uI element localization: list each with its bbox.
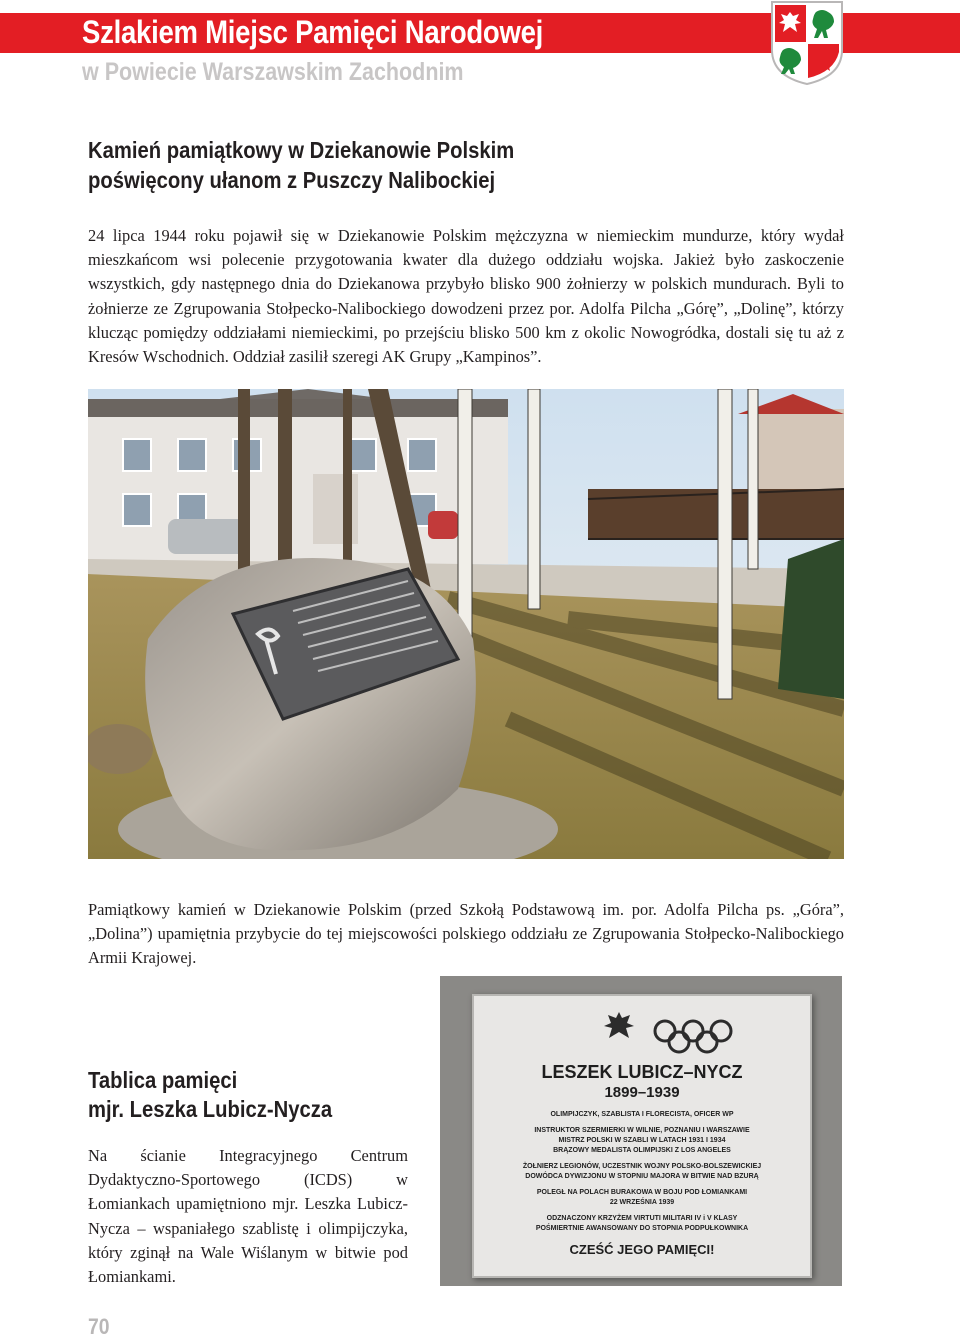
plaque-line-3: MISTRZ POLSKI W SZABLI W LATACH 1931 I 1934	[558, 1137, 726, 1144]
memorial-stone-photo	[88, 389, 844, 859]
plaque-line-4: BRĄZOWY MEDALISTA OLIMPIJSKI Z LOS ANGELES	[553, 1147, 731, 1154]
plaque-line-6: DOWÓDCA DYWIZJONU W STOPNIU MAJORA W BITWIE NAD BZURĄ	[525, 1173, 759, 1180]
plaque-board	[472, 994, 812, 1278]
page-header	[0, 0, 960, 92]
plaque-line-5: ŻOŁNIERZ LEGIONÓW, UCZESTNIK WOJNY POLSKO-BOLSZEWICKIEJ	[522, 1163, 762, 1170]
plaque-line-10: POŚMIERTNIE AWANSOWANY DO STOPNIA PODPUŁKOWNIKA	[535, 1225, 749, 1232]
memorial-plaque-photo	[440, 976, 842, 1286]
plaque-closing: CZEŚĆ JEGO PAMIĘCI!	[569, 1242, 715, 1257]
section2-title-line1: Tablica pamięci	[88, 1067, 238, 1093]
plaque-line-1: OLIMPIJCZYK, SZABLISTA I FLORECISTA, OFICER WP	[550, 1111, 734, 1118]
eagle-emblem-icon	[600, 1010, 638, 1048]
plaque-years: 1899–1939	[604, 1084, 680, 1101]
plaque-line-7: POLEGŁ NA POLACH BURAKOWA W BOJU POD ŁOMIANKAMI	[536, 1189, 748, 1196]
section1-title-line2: poświęcony ułanom z Puszczy Nalibockiej	[88, 167, 496, 193]
header-subtitle: w Powiecie Warszawskim Zachodnim	[82, 58, 464, 86]
photo1-caption: Pamiątkowy kamień w Dziekanowie Polskim (przed Szkołą Podstawową im. por. Adolfa Pilcha ps. „Góra”, „Dolina”) upamiętnia przybycie do tej miejscowości polskiego oddziału ze Zgrupowania Stołpecko-Nalibockiego Armii Krajowej.	[88, 900, 844, 968]
section1-paragraph: 24 lipca 1944 roku pojawił się w Dziekanowie Polskim mężczyzna w niemieckim mundurze, który wydał mieszkańcom wsi polecenie przygotowania kwater dla dużego oddziału wojska. Jakież było zaskoczenie wszystkich, gdy następnego dnia do Dziekanowa przybyło blisko 900 żołnierzy w polskich mundurach. Byli to żołnierze ze Zgrupowania Stołpecko-Nalibockiego dowodzeni przez por. Adolfa Pilcha „Górę”, „Dolinę”, którzy klucząc pomiędzy oddziałami niemieckimi, po przejściu blisko 500 km z okolic Nowogródka, dostali się tu aż z Kresów Wschodnich. Oddział zasilił szeregi AK Grupy „Kampinos”.	[88, 226, 844, 367]
page-number: 70	[88, 1314, 110, 1339]
plaque-line-9: ODZNACZONY KRZYŻEM VIRTUTI MILITARI IV i V KLASY	[546, 1215, 738, 1222]
section2-title-line2: mjr. Leszka Lubicz-Nycza	[88, 1096, 333, 1122]
plaque-line-2: INSTRUKTOR SZERMIERKI W WILNIE, POZNANIU I WARSZAWIE	[534, 1127, 750, 1134]
section2-paragraph: Na ścianie Integracyjnego Centrum Dydaktyczno-Sportowego (ICDS) w Łomiankach upamiętniono mjr. Leszka Lubicz-Nycza – wspaniałego szablistę i olimpijczyka, który zginął na Wale Wiślanym w bitwie pod Łomiankami.	[88, 1146, 408, 1287]
plaque-line-8: 22 WRZEŚNIA 1939	[609, 1199, 675, 1206]
section1-title-line1: Kamień pamiątkowy w Dziekanowie Polskim	[88, 137, 515, 163]
coat-of-arms-icon	[770, 0, 844, 86]
plaque-name: LESZEK LUBICZ–NYCZ	[541, 1062, 743, 1082]
header-title: Szlakiem Miejsc Pamięci Narodowej	[82, 14, 544, 50]
olympic-rings-icon	[652, 1018, 734, 1058]
